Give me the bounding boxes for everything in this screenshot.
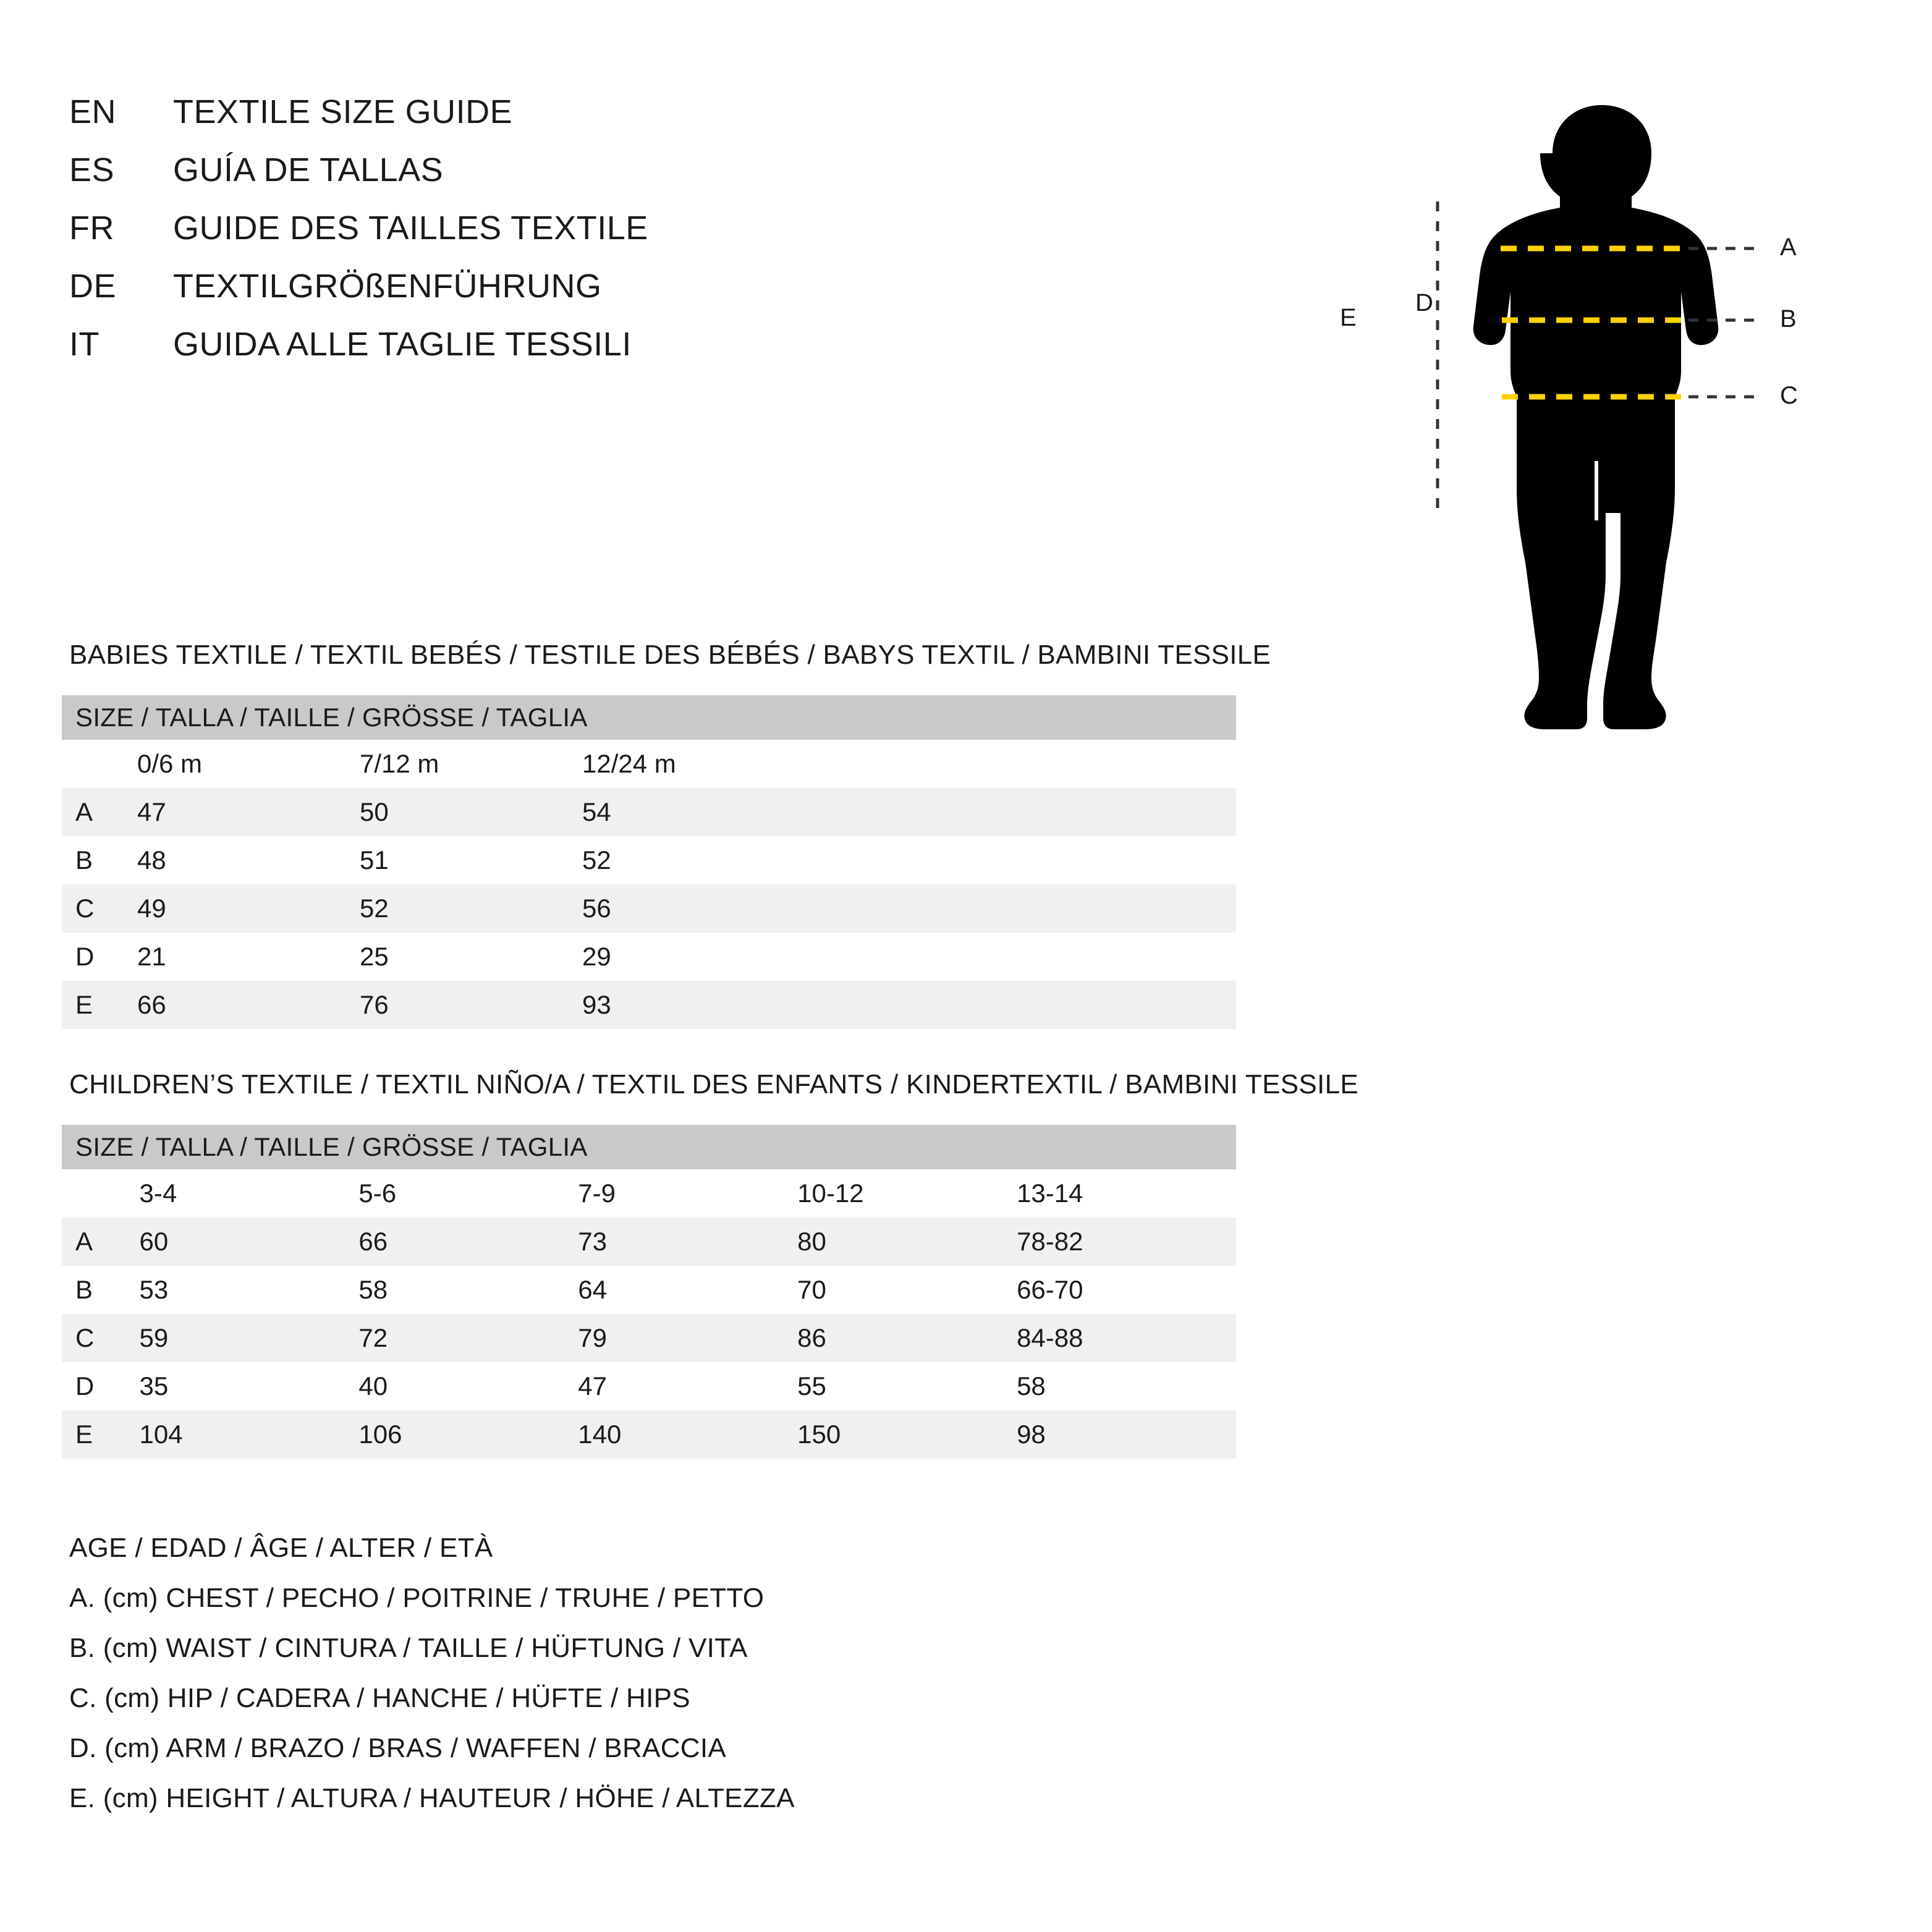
figure-label-c: C	[1780, 382, 1798, 409]
children-cell-a-1: 66	[358, 1218, 578, 1266]
babies-cell-b-filler	[805, 836, 1236, 884]
babies-cell-a-2: 54	[582, 788, 805, 836]
children-cell-b-4: 66-70	[1017, 1266, 1236, 1314]
children-cell-c-0: 59	[140, 1314, 359, 1362]
babies-corner-cell	[62, 740, 137, 788]
babies-cell-a-0: 47	[137, 788, 360, 836]
language-title-it: GUIDA ALLE TAGLIE TESSILI	[173, 326, 632, 363]
children-cell-e-4: 98	[1017, 1410, 1236, 1459]
table-row	[62, 1218, 1236, 1266]
figure-label-e: E	[1340, 304, 1357, 331]
babies-cell-b-1: 51	[360, 836, 582, 884]
babies-row-letter-e: E	[62, 981, 137, 1029]
babies-size-table	[62, 695, 1236, 1029]
children-cell-b-3: 70	[797, 1266, 1017, 1314]
babies-cell-d-filler	[805, 933, 1236, 981]
language-code-de: DE	[69, 268, 117, 305]
babies-cell-c-2: 56	[582, 884, 805, 933]
children-cell-e-1: 106	[358, 1410, 578, 1459]
children-cell-c-1: 72	[358, 1314, 578, 1362]
language-title-en: TEXTILE SIZE GUIDE	[173, 93, 513, 130]
children-cell-d-0: 35	[140, 1362, 359, 1410]
babies-cell-e-1: 76	[360, 981, 582, 1029]
babies-col-header-2: 12/24 m	[582, 740, 805, 788]
children-table-band	[62, 1125, 1236, 1169]
child-silhouette-icon	[1473, 105, 1719, 729]
legend-block	[69, 1533, 1429, 1833]
children-cell-a-2: 73	[578, 1218, 797, 1266]
table-row	[62, 1410, 1236, 1459]
language-row-es	[69, 151, 1058, 209]
babies-col-header-1: 7/12 m	[360, 740, 582, 788]
children-cell-d-3: 55	[797, 1362, 1017, 1410]
babies-cell-e-2: 93	[582, 981, 805, 1029]
legend-item-b: B. (cm) WAIST / CINTURA / TAILLE / HÜFTUNG / VITA	[69, 1633, 748, 1663]
babies-cell-d-1: 25	[360, 933, 582, 981]
babies-row-letter-c: C	[62, 884, 137, 933]
babies-cell-e-0: 66	[137, 981, 360, 1029]
table-row	[62, 836, 1236, 884]
children-row-letter-c: C	[62, 1314, 140, 1362]
language-code-fr: FR	[69, 210, 114, 247]
language-row-de	[69, 267, 1058, 325]
table-row	[62, 933, 1236, 981]
table-row	[62, 788, 1236, 836]
language-code-it: IT	[69, 326, 100, 363]
babies-cell-d-2: 29	[582, 933, 805, 981]
children-cell-a-3: 80	[797, 1218, 1017, 1266]
children-column-headers	[62, 1169, 1236, 1218]
babies-cell-b-0: 48	[137, 836, 360, 884]
table-row	[62, 981, 1236, 1029]
figure-label-d: D	[1415, 289, 1433, 316]
children-row-letter-b: B	[62, 1266, 140, 1314]
table-row	[62, 1314, 1236, 1362]
children-col-header-0: 3-4	[140, 1169, 359, 1218]
children-cell-d-1: 40	[358, 1362, 578, 1410]
table-row	[62, 884, 1236, 933]
babies-band-label: SIZE / TALLA / TAILLE / GRÖSSE / TAGLIA	[62, 695, 1236, 740]
children-col-header-2: 7-9	[578, 1169, 797, 1218]
table-row	[62, 1266, 1236, 1314]
legend-item-a: A. (cm) CHEST / PECHO / POITRINE / TRUHE / PETTO	[69, 1583, 765, 1613]
children-col-header-1: 5-6	[358, 1169, 578, 1218]
children-cell-e-3: 150	[797, 1410, 1017, 1459]
legend-heading: AGE / EDAD / ÂGE / ALTER / ETÀ	[69, 1533, 493, 1563]
figure-label-b: B	[1780, 305, 1797, 333]
babies-row-letter-a: A	[62, 788, 137, 836]
children-cell-e-0: 104	[140, 1410, 359, 1459]
language-code-en: EN	[69, 93, 117, 130]
children-corner-cell	[62, 1169, 140, 1218]
language-title-block	[69, 93, 1058, 383]
legend-item-d: D. (cm) ARM / BRAZO / BRAS / WAFFEN / BRACCIA	[69, 1733, 727, 1763]
babies-cell-e-filler	[805, 981, 1236, 1029]
babies-col-filler	[805, 740, 1236, 788]
language-title-de: TEXTILGRÖßENFÜHRUNG	[173, 268, 602, 305]
babies-table-band	[62, 695, 1236, 740]
babies-cell-c-filler	[805, 884, 1236, 933]
babies-cell-a-filler	[805, 788, 1236, 836]
children-cell-b-0: 53	[140, 1266, 359, 1314]
babies-cell-a-1: 50	[360, 788, 582, 836]
language-row-en	[69, 93, 1058, 151]
babies-cell-c-1: 52	[360, 884, 582, 933]
babies-cell-b-2: 52	[582, 836, 805, 884]
figure-label-a: A	[1780, 234, 1797, 261]
table-row	[62, 1362, 1236, 1410]
children-col-header-4: 13-14	[1017, 1169, 1236, 1218]
babies-cell-d-0: 21	[137, 933, 360, 981]
children-cell-a-4: 78-82	[1017, 1218, 1236, 1266]
babies-col-header-0: 0/6 m	[137, 740, 360, 788]
language-row-it	[69, 325, 1058, 383]
children-section-title: CHILDREN’S TEXTILE / TEXTIL NIÑO/A / TEXTIL DES ENFANTS / KINDERTEXTIL / BAMBINI TESSILE	[69, 1069, 1358, 1099]
language-title-fr: GUIDE DES TAILLES TEXTILE	[173, 210, 648, 247]
children-row-letter-d: D	[62, 1362, 140, 1410]
language-code-es: ES	[69, 151, 115, 189]
children-row-letter-a: A	[62, 1218, 140, 1266]
children-cell-c-4: 84-88	[1017, 1314, 1236, 1362]
babies-column-headers	[62, 740, 1236, 788]
children-band-label: SIZE / TALLA / TAILLE / GRÖSSE / TAGLIA	[62, 1125, 1236, 1169]
language-row-fr	[69, 209, 1058, 267]
children-cell-b-1: 58	[358, 1266, 578, 1314]
language-title-es: GUÍA DE TALLAS	[173, 151, 444, 189]
babies-cell-c-0: 49	[137, 884, 360, 933]
children-cell-a-0: 60	[140, 1218, 359, 1266]
legend-item-e: E. (cm) HEIGHT / ALTURA / HAUTEUR / HÖHE / ALTEZZA	[69, 1783, 795, 1813]
children-cell-d-4: 58	[1017, 1362, 1236, 1410]
babies-row-letter-d: D	[62, 933, 137, 981]
legend-item-c: C. (cm) HIP / CADERA / HANCHE / HÜFTE / HIPS	[69, 1683, 690, 1713]
children-cell-c-3: 86	[797, 1314, 1017, 1362]
children-col-header-3: 10-12	[797, 1169, 1017, 1218]
children-cell-c-2: 79	[578, 1314, 797, 1362]
babies-section-title: BABIES TEXTILE / TEXTIL BEBÉS / TESTILE DES BÉBÉS / BABYS TEXTIL / BAMBINI TESSILE	[69, 640, 1271, 670]
children-cell-e-2: 140	[578, 1410, 797, 1459]
children-cell-d-2: 47	[578, 1362, 797, 1410]
babies-row-letter-b: B	[62, 836, 137, 884]
children-cell-b-2: 64	[578, 1266, 797, 1314]
measurement-figure	[1340, 80, 1879, 779]
children-size-table	[62, 1125, 1236, 1459]
children-row-letter-e: E	[62, 1410, 140, 1459]
